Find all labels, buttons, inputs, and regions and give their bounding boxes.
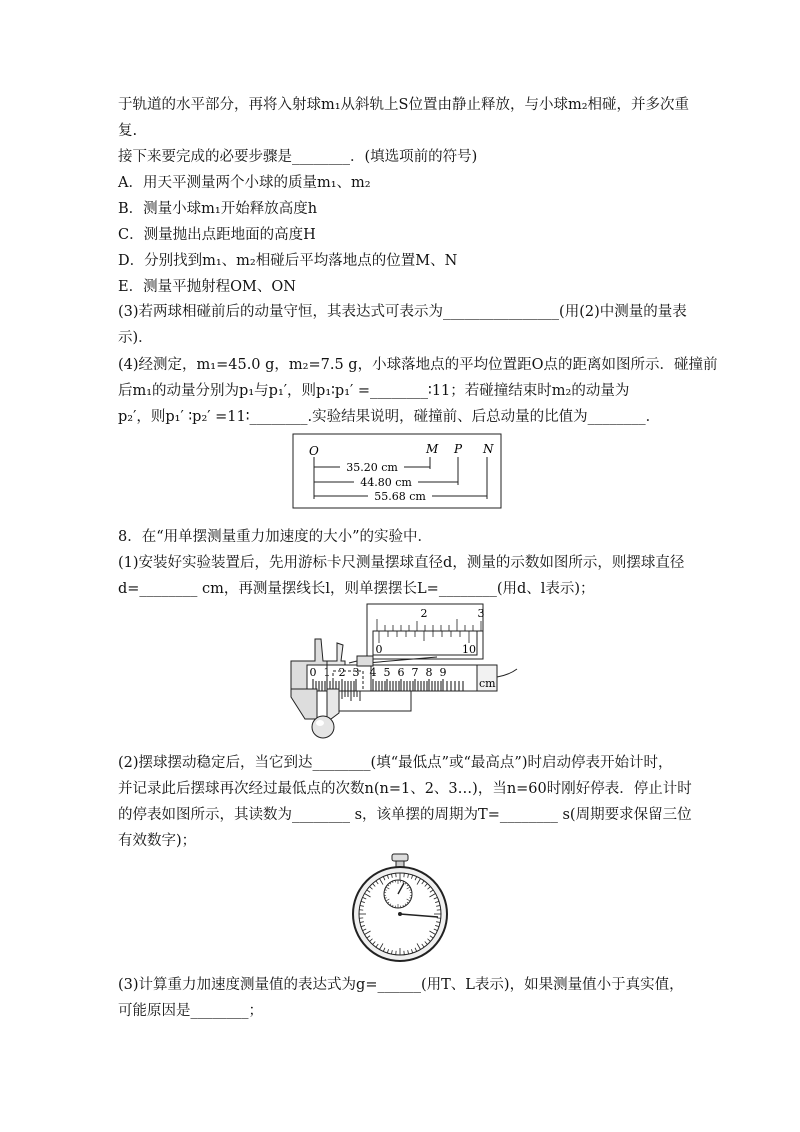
stopwatch-drawing — [350, 852, 450, 964]
main-scale-label-5: 5 — [383, 666, 391, 679]
question-8-2-line-2: 并记录此后摆球再次经过最低点的次数n(n=1、2、3…)，当n=60时刚好停表．停止计时 — [118, 781, 692, 797]
vernier-caliper-drawing — [287, 601, 523, 741]
question-8-2-line-1: (2)摆球摆动稳定后，当它到达________(填“最低点”或“最高点”)时启动停表开始计时， — [118, 755, 673, 771]
question-8-1-line-1: (1)安装好实验装置后，先用游标卡尺测量摆球直径d，测量的示数如图所示，则摆球直径 — [118, 555, 685, 571]
question-8-3-line-2: 可能原因是________； — [118, 1003, 263, 1019]
text-line-2: 复. — [118, 123, 138, 139]
point-m-label: M — [426, 442, 439, 456]
main-scale-label-6: 6 — [397, 666, 405, 679]
main-scale-label-2: 2 — [338, 666, 346, 679]
main-scale-unit: cm — [479, 677, 496, 690]
point-o-label: O — [309, 444, 319, 458]
question-8-1-line-2: d=________ cm，再测量摆线长l，则单摆摆长L=________(用d、l表示)； — [118, 581, 595, 597]
main-scale-label-7: 7 — [411, 666, 419, 679]
question-4-line-1: (4)经测定，m₁=45.0 g，m₂=7.5 g，小球落地点的平均位置距O点的距离如图所示．碰撞前 — [118, 357, 718, 373]
question-3-line-1: (3)若两球相碰前后的动量守恒，其表达式可表示为________________(用(2)中测量的量表 — [118, 304, 687, 320]
caliper-figure — [287, 601, 523, 741]
main-scale-label-3: 3 — [352, 666, 360, 679]
point-p-label: P — [454, 442, 463, 456]
distance-diagram — [292, 433, 502, 509]
main-scale-label-8: 8 — [425, 666, 433, 679]
question-8-3-line-1: (3)计算重力加速度测量值的表达式为g=______(用T、L表示)，如果测量值小于真实值， — [118, 977, 684, 993]
text-line-1: 于轨道的水平部分，再将入射球m₁从斜轨上S位置由静止释放，与小球m₂相碰，并多次重 — [118, 97, 690, 113]
zoom-label-3: 3 — [477, 607, 485, 620]
distance-op: 44.80 cm — [360, 476, 412, 489]
question-4-line-3: p₂′，则p₁′ ∶p₂′ =11∶________.实验结果说明，碰撞前、后总动量的比值为________． — [118, 409, 661, 425]
question-8-2-line-3: 的停表如图所示，其读数为________ s，该单摆的周期为T=________ s(周期要求保留三位 — [118, 807, 692, 823]
zoom-label-10: 10 — [462, 643, 476, 656]
main-scale-label-9: 9 — [439, 666, 447, 679]
distance-figure — [292, 433, 502, 509]
option-e: E．测量平抛射程OM、ON — [118, 279, 296, 295]
zoom-label-0: 0 — [375, 643, 383, 656]
question-4-line-2: 后m₁的动量分别为p₁与p₁′，则p₁∶p₁′ =________∶11；若碰撞结束时m₂的动量为 — [118, 383, 630, 399]
question-3-line-2: 示)． — [118, 330, 153, 346]
option-b: B．测量小球m₁开始释放高度h — [118, 201, 318, 217]
distance-on: 55.68 cm — [374, 490, 426, 503]
zoom-label-2: 2 — [420, 607, 428, 620]
option-a: A．用天平测量两个小球的质量m₁、m₂ — [118, 175, 371, 191]
question-8-title: 8．在“用单摆测量重力加速度的大小”的实验中． — [118, 529, 433, 545]
question-8-2-line-4: 有效数字)； — [118, 833, 197, 849]
text-line-3: 接下来要完成的必要步骤是________．(填选项前的符号) — [118, 149, 478, 165]
option-d: D．分别找到m₁、m₂相碰后平均落地点的位置M、N — [118, 253, 458, 269]
main-scale-label-4: 4 — [369, 666, 377, 679]
option-c: C．测量抛出点距地面的高度H — [118, 227, 316, 243]
point-n-label: N — [483, 442, 494, 456]
main-scale-label-0: 0 — [309, 666, 317, 679]
distance-om: 35.20 cm — [346, 461, 398, 474]
stopwatch-figure — [350, 852, 450, 964]
main-scale-label-1: 1 — [323, 666, 331, 679]
